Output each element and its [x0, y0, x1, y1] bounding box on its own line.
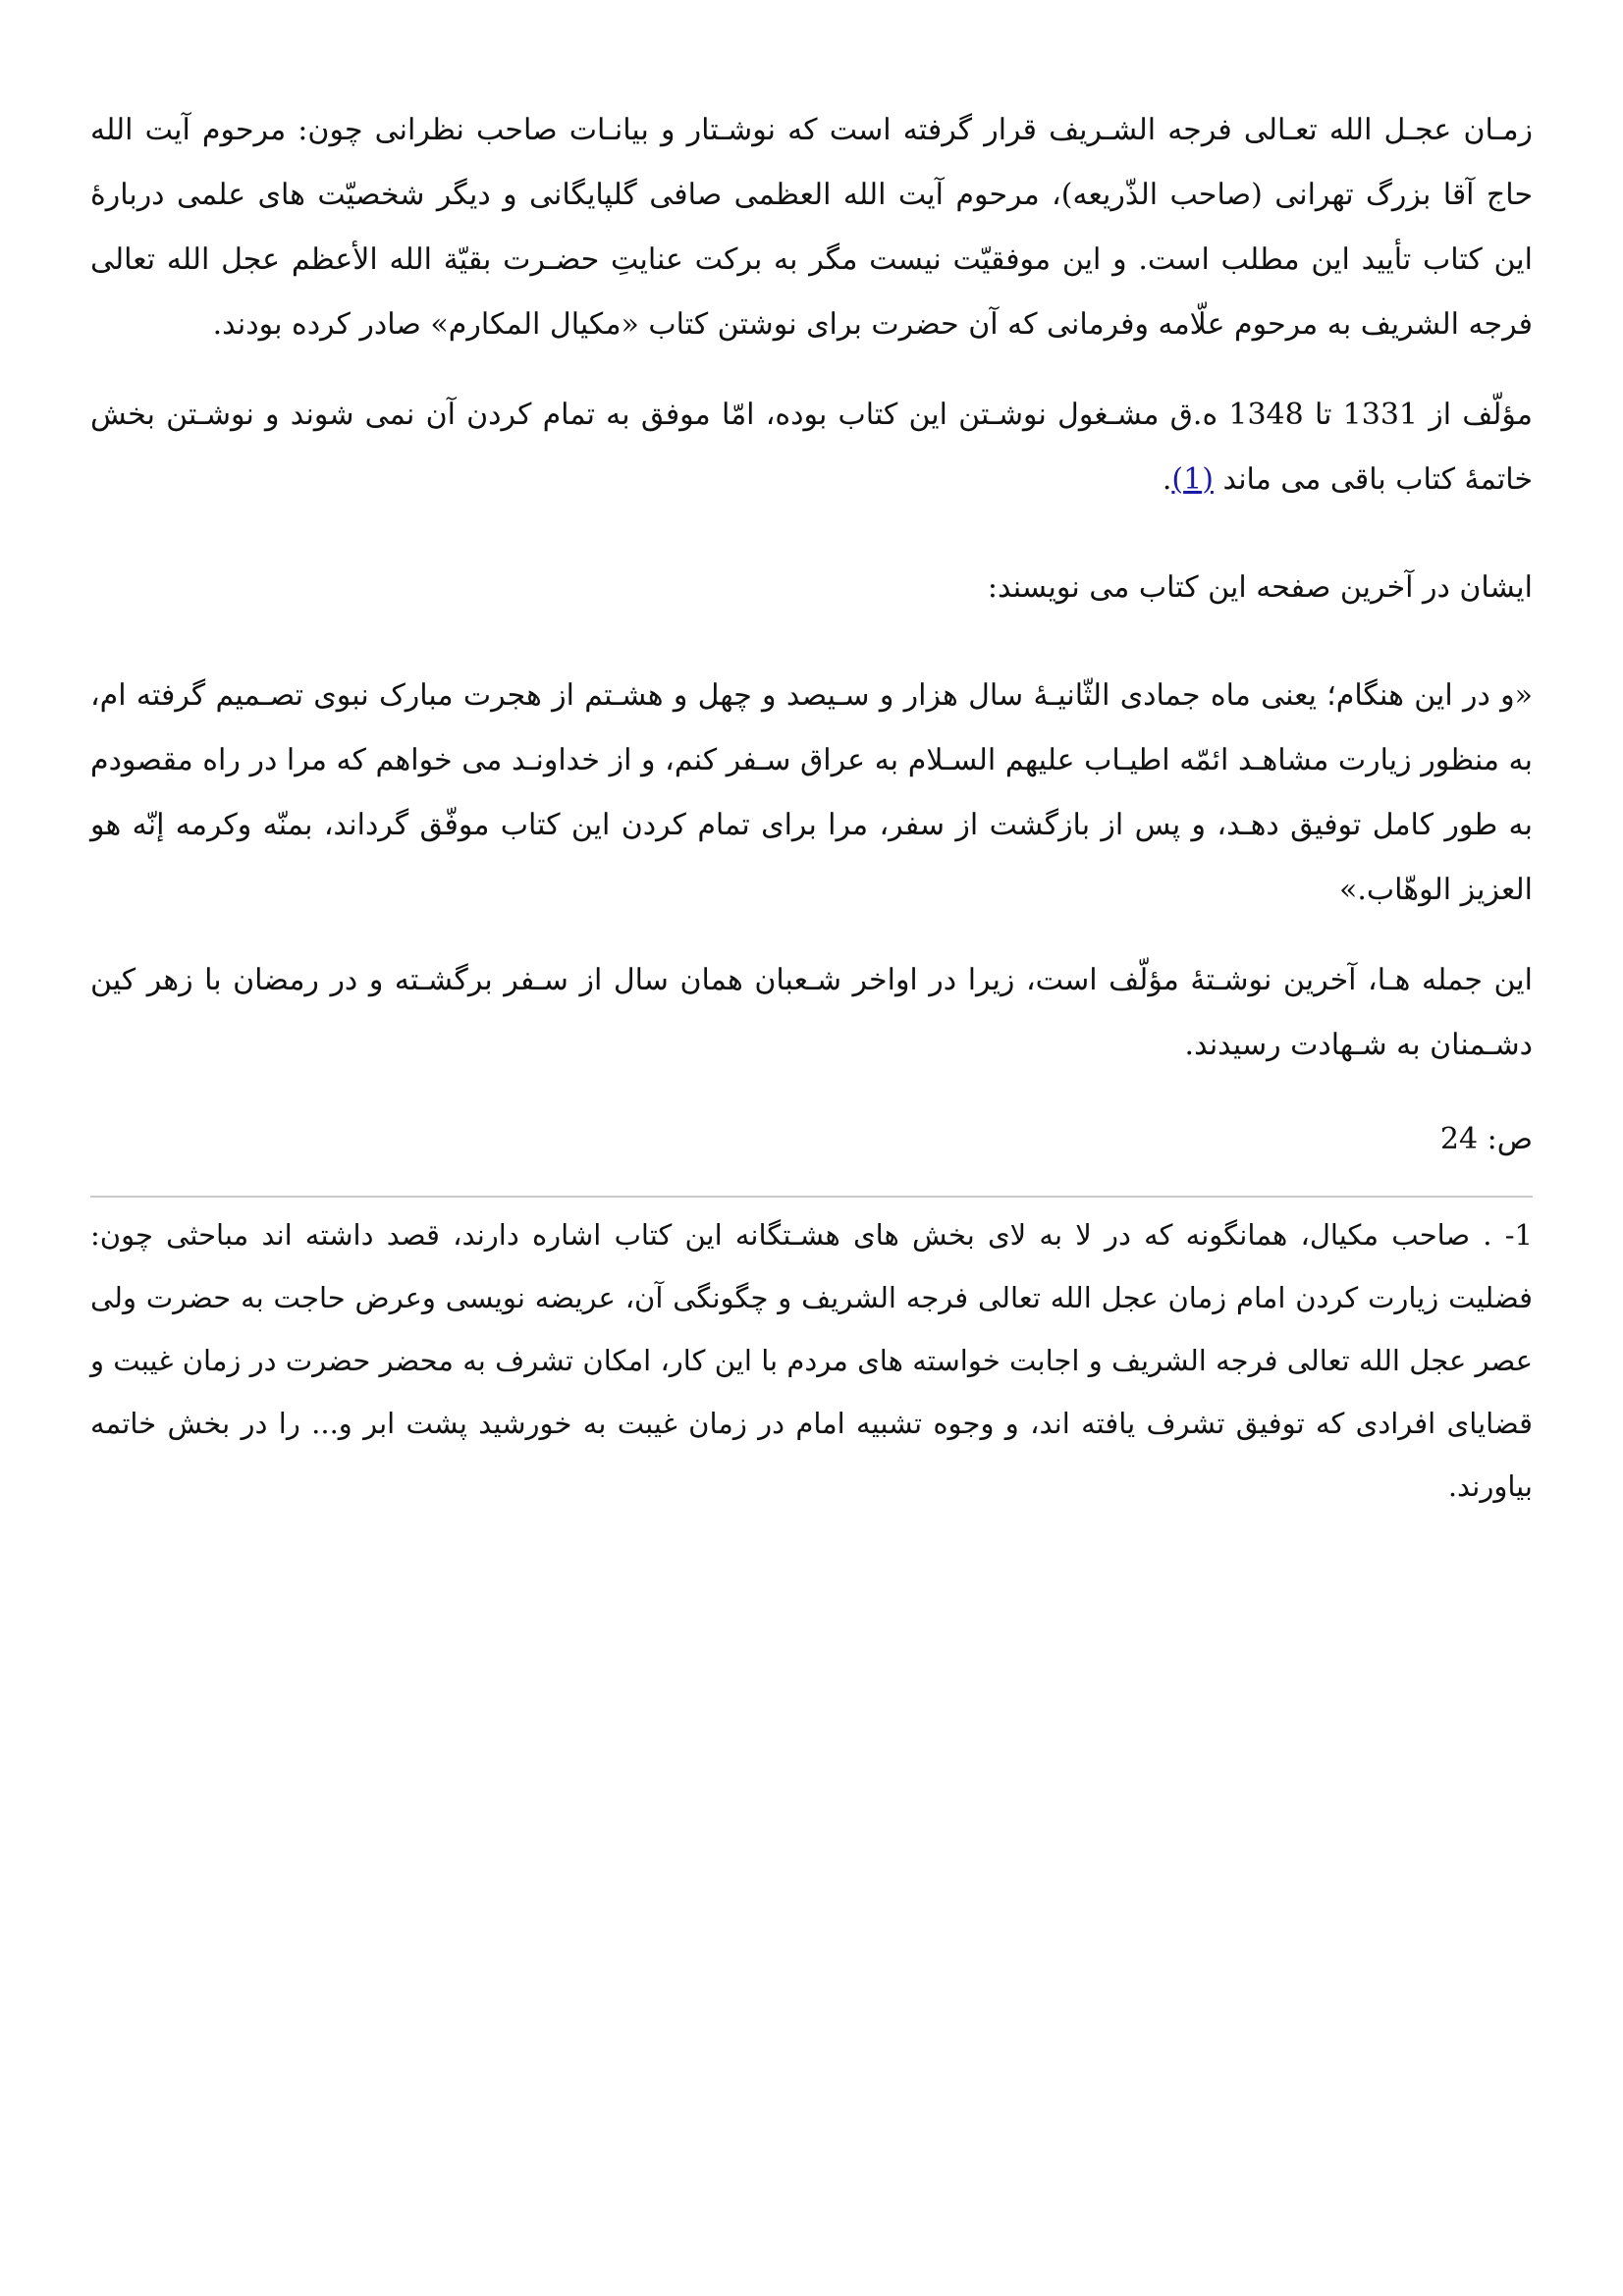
document-page [90, 98, 1533, 1518]
paragraph-5: این جمله هـا، آخرین نوشـتۀ مؤلّف است، زیرا در اواخر شـعبان همان سال از سـفر برگشـته و در رمضان با زهر کین دشـمنان به شـهادت رسیدند. [90, 963, 1533, 1062]
footnote-reference-link[interactable]: (1) [1171, 462, 1214, 497]
page-number: ص: 24 [1439, 1122, 1533, 1156]
paragraph-2-period: . [1162, 462, 1172, 497]
paragraph-2-text: مؤلّف از 1331 تا 1348 ه.ق مشـغول نوشـتن این کتاب بوده، امّا موفق به تمام کردن آن نمی شوند و نوشـتن بخش خاتمۀ کتاب باقی می ماند [90, 398, 1533, 497]
paragraph-1: زمـان عجـل الله تعـالی فرجه الشـریف قرار گرفته است که نوشـتار و بیانـات صاحب نظرانی چون: مرحوم آیت الله حاج آقا بزرگ تهرانی (صاحب الذّریعه)، مرحوم آیت الله العظمی صافی گلپایگانی و دیگر شخصیّت های علمی دربارۀ این کتاب تأیید این مطلب است. و این موفقیّت نیست مگر به برکت عنایتِ حضـرت بقیّة الله الأعظم عجل الله تعالی فرجه الشریف به مرحوم علّامه وفرمانی که آن حضرت برای نوشتن کتاب «مکیال المکارم» صادر کرده بودند. [90, 113, 1533, 342]
footnote-text: 1- . صاحب مکیال، همانگونه که در لا به لای بخش های هشـتگانه این کتاب اشاره دارند، قصد داشته اند مباحثی چون: فضلیت زیارت کردن امام زمان عجل الله تعالی فرجه الشریف و چگونگی آن، عریضه نویسی وعرض حاجت به حضرت ولی عصر عجل الله تعالی فرجه الشریف و اجابت خواسته های مردم با این کار، امکان تشرف به محضر حضرت در زمان غیبت و قضایای افرادی که توفیق تشرف یافته اند، و وجوه تشبیه امام در زمان غیبت به خورشید پشت ابر و... را در بخش خاتمه بیاورند. [90, 1218, 1533, 1503]
paragraph-2 [90, 383, 1533, 512]
paragraph-4-quote: «و در این هنگام؛ یعنی ماه جمادی الثّانیـۀ سال هزار و سـیصد و چهل و هشـتم از هجرت مبارک نبوی تصـمیم گرفته ام، به منظور زیارت مشاهـد ائمّه اطیـاب علیهم السـلام به عراق سـفر کنم، و از خداونـد می خواهم که مرا در راه مقصودم به طور کامل توفیق دهـد، و پس از بازگشت از سفر، مرا برای تمام کردن این کتاب موفّق گرداند، بمنّه وکرمه إنّه هو العزیز الوهّاب.» [90, 678, 1533, 907]
paragraph-3: ایشان در آخرین صفحه این کتاب می نویسند: [987, 570, 1533, 605]
footnote-divider [90, 1196, 1533, 1198]
